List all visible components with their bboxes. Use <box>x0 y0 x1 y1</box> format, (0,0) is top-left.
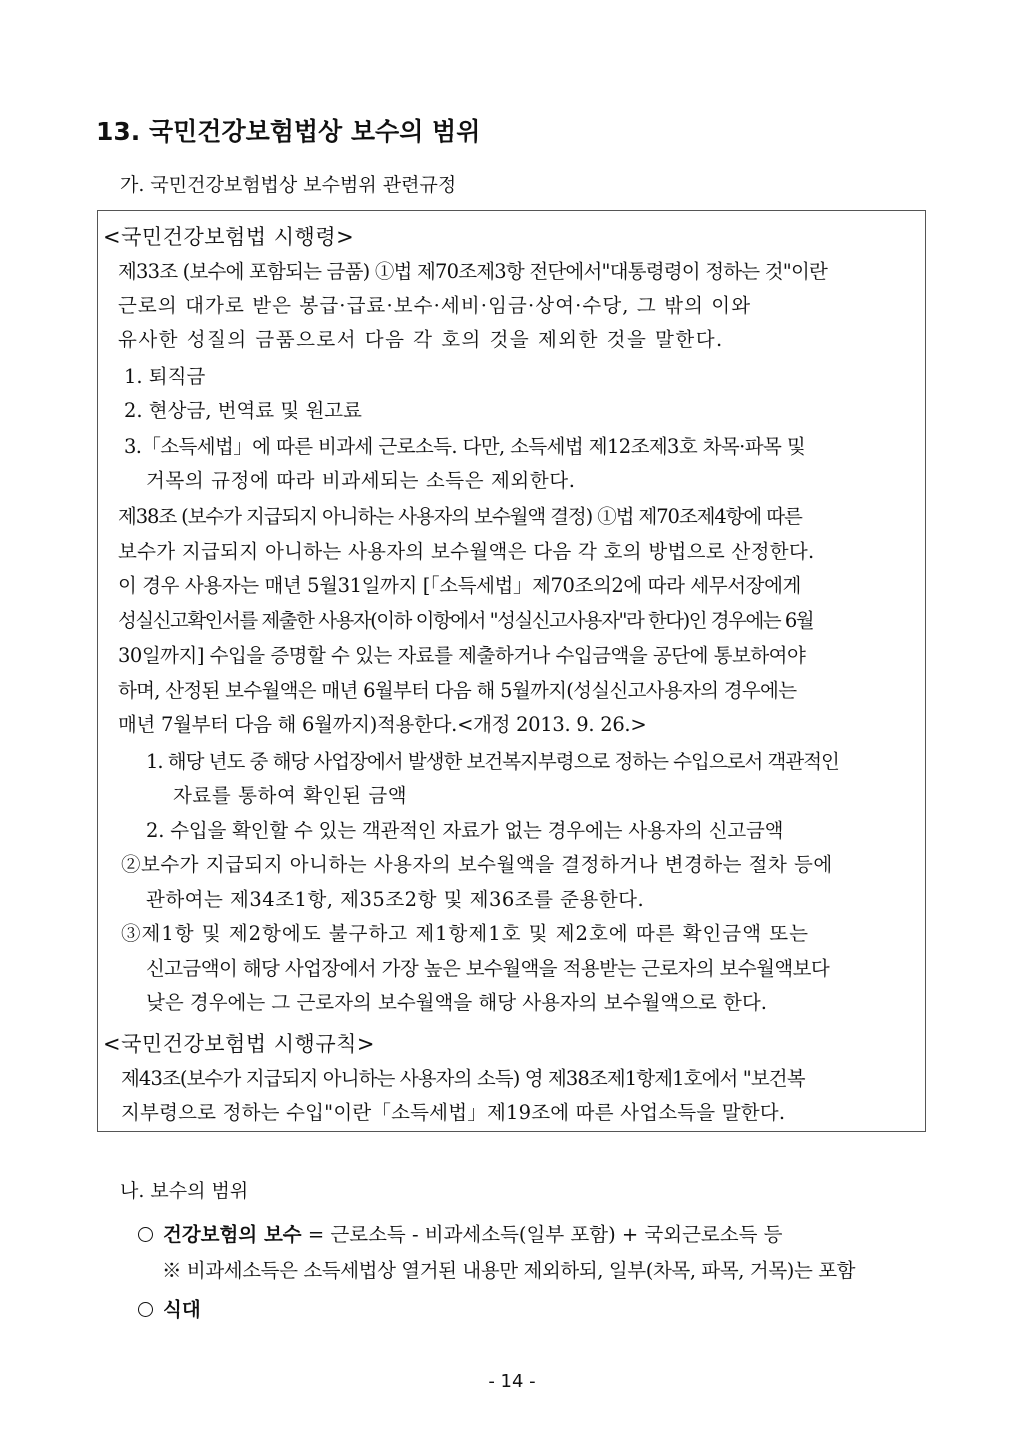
decree-line: 거목의 규정에 따라 비과세되는 소득은 제외한다. <box>146 469 576 492</box>
decree-line: 성실신고확인서를 제출한 사용자(이하 이항에서 "성실신고사용자"라 한다)인 경우에는 6월 <box>118 609 814 632</box>
decree-line: 2. 현상금, 번역료 및 원고료 <box>124 399 362 422</box>
page-number: - 14 - <box>488 1371 536 1392</box>
decree-line: 3.「소득세법」에 따른 비과세 근로소득. 다만, 소득세법 제12조제3호 차목·파목 및 <box>124 435 806 458</box>
bullet-meal <box>138 1294 201 1322</box>
decree-line: 근로의 대가로 받은 봉급·급료·보수·세비·임금·상여·수당, 그 밖의 이와 <box>118 294 752 317</box>
decree-line: 제33조 (보수에 포함되는 금품) ①법 제70조제3항 전단에서"대통령령이 정하는 것"이란 <box>118 260 828 283</box>
bullet-text: = 근로소득 - 비과세소득(일부 포함) + 국외근로소득 등 <box>301 1223 783 1246</box>
decree-line: ③제1항 및 제2항에도 불구하고 제1항제1호 및 제2호에 따른 확인금액 또는 <box>121 922 809 945</box>
decree-line: 낮은 경우에는 그 근로자의 보수월액을 해당 사용자의 보수월액으로 한다. <box>146 991 767 1014</box>
decree-line: 매년 7월부터 다음 해 6월까지)적용한다.<개정 2013. 9. 26.> <box>118 713 647 736</box>
bullet-health-insurance-pay <box>138 1219 782 1247</box>
rule-line: 지부령으로 정하는 수입"이란「소득세법」제19조에 따른 사업소득을 말한다. <box>121 1101 786 1124</box>
circle-bullet-icon <box>138 1227 153 1242</box>
decree-line: 보수가 지급되지 아니하는 사용자의 보수월액은 다음 각 호의 방법으로 산정한다. <box>118 540 815 563</box>
decree-line: ②보수가 지급되지 아니하는 사용자의 보수월액을 결정하거나 변경하는 절차 등에 <box>121 853 833 876</box>
decree-line: 자료를 통하여 확인된 금액 <box>173 784 408 807</box>
decree-line: 1. 해당 년도 중 해당 사업장에서 발생한 보건복지부령으로 정하는 수입으로서 객관적인 <box>146 750 839 773</box>
decree-line: 신고금액이 해당 사업장에서 가장 높은 보수월액을 적용받는 근로자의 보수월액보다 <box>146 957 830 980</box>
decree-heading: <국민건강보험법 시행령> <box>103 225 355 249</box>
circle-bullet-icon <box>138 1302 153 1317</box>
bullet-bold-label: 식대 <box>163 1298 201 1321</box>
rule-line: 제43조(보수가 지급되지 아니하는 사용자의 소득) 영 제38조제1항제1호에서 "보건복 <box>121 1067 805 1090</box>
section-ga-heading: 가. 국민건강보험법상 보수범위 관련규정 <box>120 174 457 196</box>
decree-line: 이 경우 사용자는 매년 5월31일까지 [「소득세법」제70조의2에 따라 세무서장에게 <box>118 574 801 597</box>
page-title: 13. 국민건강보험법상 보수의 범위 <box>96 117 481 146</box>
decree-line: 1. 퇴직금 <box>124 365 206 388</box>
decree-line: 제38조 (보수가 지급되지 아니하는 사용자의 보수월액 결정) ①법 제70조제4항에 따른 <box>118 505 802 528</box>
decree-line: 30일까지] 수입을 증명할 수 있는 자료를 제출하거나 수입금액을 공단에 통보하여야 <box>118 644 806 667</box>
section-na-heading: 나. 보수의 범위 <box>120 1180 249 1202</box>
rule-heading: <국민건강보험법 시행규칙> <box>103 1032 376 1056</box>
decree-line: 관하여는 제34조1항, 제35조2항 및 제36조를 준용한다. <box>146 888 645 911</box>
bullet-bold-label: 건강보험의 보수 <box>163 1223 302 1246</box>
decree-line: 하며, 산정된 보수월액은 매년 6월부터 다음 해 5월까지(성실신고사용자의 경우에는 <box>118 679 797 702</box>
decree-line: 유사한 성질의 금품으로서 다음 각 호의 것을 제외한 것을 말한다. <box>118 328 724 351</box>
decree-line: 2. 수입을 확인할 수 있는 객관적인 자료가 없는 경우에는 사용자의 신고금액 <box>146 819 784 842</box>
note-text: ※ 비과세소득은 소득세법상 열거된 내용만 제외하되, 일부(차목, 파목, 거목)는 포함 <box>162 1259 856 1282</box>
